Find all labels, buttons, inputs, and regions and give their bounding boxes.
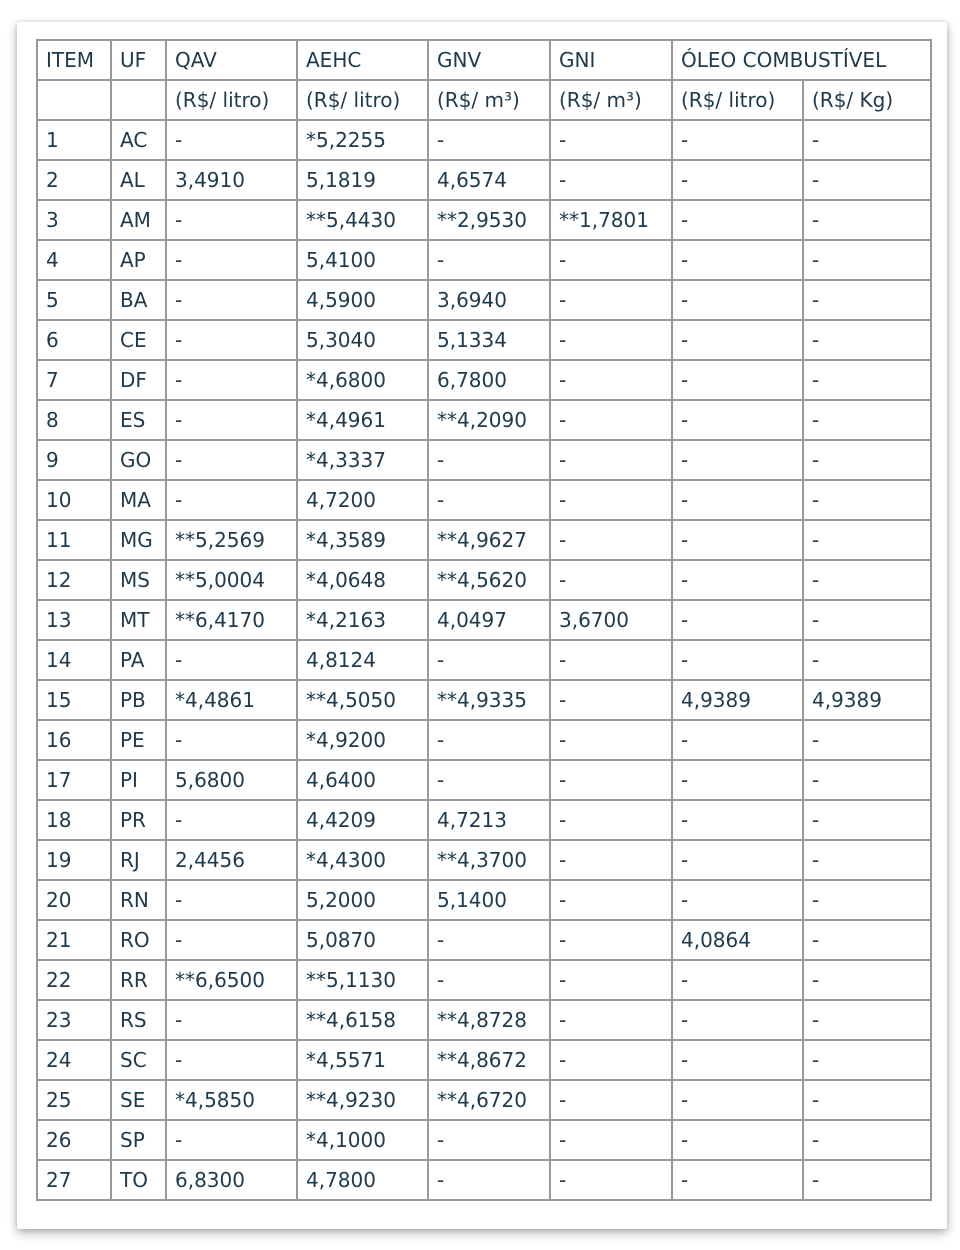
table-cell: -	[803, 760, 931, 800]
table-cell: -	[803, 1160, 931, 1200]
table-cell: *4,1000	[297, 1120, 428, 1160]
table-cell: SP	[111, 1120, 166, 1160]
table-cell: 19	[37, 840, 111, 880]
header-cell: ÓLEO COMBUSTÍVEL	[672, 40, 931, 80]
table-cell: 6	[37, 320, 111, 360]
table-cell: -	[550, 440, 672, 480]
table-cell: *4,4300	[297, 840, 428, 880]
table-cell: -	[672, 1080, 803, 1120]
table-cell: **1,7801	[550, 200, 672, 240]
table-cell: 1	[37, 120, 111, 160]
table-cell: 5,6800	[166, 760, 297, 800]
table-cell: -	[672, 440, 803, 480]
table-row	[37, 120, 931, 160]
table-cell: AP	[111, 240, 166, 280]
table-cell: -	[166, 920, 297, 960]
table-cell: AM	[111, 200, 166, 240]
table-cell: **4,2090	[428, 400, 550, 440]
table-cell: -	[672, 720, 803, 760]
table-cell: 4,9389	[803, 680, 931, 720]
table-row	[37, 1000, 931, 1040]
table-cell: -	[803, 800, 931, 840]
table-cell: **4,5050	[297, 680, 428, 720]
table-cell: -	[803, 320, 931, 360]
table-cell: -	[550, 720, 672, 760]
table-cell: -	[672, 480, 803, 520]
table-cell: -	[672, 520, 803, 560]
table-cell: -	[803, 1040, 931, 1080]
table-cell: MG	[111, 520, 166, 560]
table-cell: *4,5850	[166, 1080, 297, 1120]
table-cell: 4,0497	[428, 600, 550, 640]
table-cell: -	[550, 920, 672, 960]
table-cell: -	[803, 160, 931, 200]
table-row	[37, 560, 931, 600]
table-cell: 10	[37, 480, 111, 520]
table-cell: 5,1400	[428, 880, 550, 920]
table-cell: -	[672, 1040, 803, 1080]
table-cell: -	[166, 800, 297, 840]
table-cell: -	[672, 560, 803, 600]
table-cell: -	[166, 360, 297, 400]
table-cell: -	[550, 560, 672, 600]
table-row	[37, 200, 931, 240]
table-cell: -	[803, 1080, 931, 1120]
table-cell: -	[803, 840, 931, 880]
table-cell: 4,5900	[297, 280, 428, 320]
table-cell: -	[550, 240, 672, 280]
table-cell: 17	[37, 760, 111, 800]
table-cell: -	[550, 840, 672, 880]
table-cell: **4,9627	[428, 520, 550, 560]
table-cell: **4,5620	[428, 560, 550, 600]
table-cell: -	[550, 320, 672, 360]
table-cell: -	[550, 480, 672, 520]
table-cell: -	[428, 1120, 550, 1160]
table-cell: 21	[37, 920, 111, 960]
table-cell: BA	[111, 280, 166, 320]
table-cell: 4,9389	[672, 680, 803, 720]
table-cell: 20	[37, 880, 111, 920]
table-cell: -	[166, 240, 297, 280]
table-cell: -	[803, 1120, 931, 1160]
table-cell: -	[166, 1000, 297, 1040]
table-row	[37, 520, 931, 560]
table-row	[37, 840, 931, 880]
table-cell: *4,6800	[297, 360, 428, 400]
table-cell: -	[428, 720, 550, 760]
unit-cell: (R$/ litro)	[297, 80, 428, 120]
table-cell: -	[550, 120, 672, 160]
table-cell: -	[428, 480, 550, 520]
table-cell: *4,0648	[297, 560, 428, 600]
table-cell: RN	[111, 880, 166, 920]
table-row	[37, 640, 931, 680]
table-cell: -	[166, 280, 297, 320]
table-cell: **4,9230	[297, 1080, 428, 1120]
table-cell: -	[803, 920, 931, 960]
table-cell: **4,6158	[297, 1000, 428, 1040]
table-cell: 3,6700	[550, 600, 672, 640]
document-card	[17, 22, 947, 1229]
table-cell: 18	[37, 800, 111, 840]
table-cell: **4,8672	[428, 1040, 550, 1080]
table-cell: ES	[111, 400, 166, 440]
table-cell: -	[803, 280, 931, 320]
table-cell: -	[672, 360, 803, 400]
table-cell: MT	[111, 600, 166, 640]
table-cell: 4,0864	[672, 920, 803, 960]
table-cell: -	[803, 600, 931, 640]
table-cell: **6,4170	[166, 600, 297, 640]
table-cell: -	[672, 1120, 803, 1160]
unit-cell: (R$/ litro)	[166, 80, 297, 120]
table-cell: 5,3040	[297, 320, 428, 360]
table-cell: -	[672, 400, 803, 440]
table-cell: 3,6940	[428, 280, 550, 320]
table-cell: 9	[37, 440, 111, 480]
table-cell: 27	[37, 1160, 111, 1200]
table-cell: -	[428, 120, 550, 160]
table-row	[37, 440, 931, 480]
table-cell: 7	[37, 360, 111, 400]
table-cell: PE	[111, 720, 166, 760]
table-row	[37, 320, 931, 360]
table-cell: **4,9335	[428, 680, 550, 720]
table-cell: **5,2569	[166, 520, 297, 560]
table-row	[37, 160, 931, 200]
header-cell: QAV	[166, 40, 297, 80]
table-cell: -	[672, 960, 803, 1000]
table-cell: PI	[111, 760, 166, 800]
table-row	[37, 1160, 931, 1200]
table-cell: -	[803, 480, 931, 520]
table-cell: -	[672, 800, 803, 840]
table-cell: 5,1819	[297, 160, 428, 200]
table-cell: 4	[37, 240, 111, 280]
table-cell: **4,8728	[428, 1000, 550, 1040]
table-cell: RS	[111, 1000, 166, 1040]
table-cell: 14	[37, 640, 111, 680]
table-cell: -	[550, 960, 672, 1000]
table-cell: -	[166, 200, 297, 240]
unit-cell: (R$/ m³)	[550, 80, 672, 120]
table-cell: -	[550, 760, 672, 800]
table-cell: 4,8124	[297, 640, 428, 680]
table-header	[37, 40, 931, 120]
table-cell: RJ	[111, 840, 166, 880]
table-cell: -	[672, 1000, 803, 1040]
table-cell: 5,4100	[297, 240, 428, 280]
table-cell: 5,0870	[297, 920, 428, 960]
table-cell: -	[672, 1160, 803, 1200]
table-cell: *4,3337	[297, 440, 428, 480]
header-cell: GNI	[550, 40, 672, 80]
table-cell: -	[803, 400, 931, 440]
table-cell: SE	[111, 1080, 166, 1120]
table-cell: -	[672, 240, 803, 280]
table-row	[37, 720, 931, 760]
table-cell: RO	[111, 920, 166, 960]
table-cell: -	[803, 120, 931, 160]
table-cell: **2,9530	[428, 200, 550, 240]
table-cell: -	[550, 400, 672, 440]
table-cell: 4,4209	[297, 800, 428, 840]
table-cell: 13	[37, 600, 111, 640]
table-cell: -	[550, 280, 672, 320]
unit-cell	[37, 80, 111, 120]
table-cell: -	[803, 240, 931, 280]
table-row	[37, 960, 931, 1000]
table-cell: -	[803, 560, 931, 600]
table-cell: AC	[111, 120, 166, 160]
table-cell: 4,6574	[428, 160, 550, 200]
header-cell: UF	[111, 40, 166, 80]
table-cell: -	[166, 1120, 297, 1160]
table-cell: -	[166, 400, 297, 440]
table-cell: 8	[37, 400, 111, 440]
table-cell: 5,1334	[428, 320, 550, 360]
table-row	[37, 1040, 931, 1080]
table-row	[37, 800, 931, 840]
table-cell: -	[428, 240, 550, 280]
table-cell: 5,2000	[297, 880, 428, 920]
table-cell: SC	[111, 1040, 166, 1080]
table-row	[37, 600, 931, 640]
table-cell: PB	[111, 680, 166, 720]
table-cell: -	[803, 440, 931, 480]
table-cell: -	[672, 880, 803, 920]
table-cell: 23	[37, 1000, 111, 1040]
table-cell: -	[428, 1160, 550, 1200]
table-cell: **4,3700	[428, 840, 550, 880]
table-cell: RR	[111, 960, 166, 1000]
table-cell: 4,7200	[297, 480, 428, 520]
header-row-titles	[37, 40, 931, 80]
table-row	[37, 760, 931, 800]
table-cell: -	[672, 120, 803, 160]
table-cell: -	[550, 640, 672, 680]
table-row	[37, 360, 931, 400]
table-cell: *4,5571	[297, 1040, 428, 1080]
table-cell: GO	[111, 440, 166, 480]
table-cell: 22	[37, 960, 111, 1000]
table-cell: 6,7800	[428, 360, 550, 400]
header-cell: GNV	[428, 40, 550, 80]
table-cell: AL	[111, 160, 166, 200]
table-cell: -	[550, 1040, 672, 1080]
table-row	[37, 240, 931, 280]
table-cell: -	[428, 760, 550, 800]
table-cell: -	[550, 680, 672, 720]
table-cell: 12	[37, 560, 111, 600]
table-cell: PA	[111, 640, 166, 680]
table-cell: -	[672, 760, 803, 800]
table-cell: -	[672, 200, 803, 240]
table-cell: 4,7213	[428, 800, 550, 840]
table-row	[37, 920, 931, 960]
table-row	[37, 1120, 931, 1160]
table-row	[37, 880, 931, 920]
table-row	[37, 400, 931, 440]
table-cell: **6,6500	[166, 960, 297, 1000]
table-cell: -	[550, 1120, 672, 1160]
table-cell: PR	[111, 800, 166, 840]
table-cell: MS	[111, 560, 166, 600]
table-cell: 15	[37, 680, 111, 720]
table-row	[37, 480, 931, 520]
table-cell: -	[672, 280, 803, 320]
table-cell: -	[166, 720, 297, 760]
table-cell: -	[428, 960, 550, 1000]
table-cell: -	[166, 320, 297, 360]
table-cell: -	[550, 160, 672, 200]
table-cell: -	[803, 1000, 931, 1040]
table-cell: -	[803, 360, 931, 400]
table-cell: -	[550, 800, 672, 840]
table-cell: -	[166, 1040, 297, 1080]
table-cell: **5,1130	[297, 960, 428, 1000]
table-cell: -	[550, 1160, 672, 1200]
unit-cell: (R$/ litro)	[672, 80, 803, 120]
table-cell: -	[166, 640, 297, 680]
table-cell: *4,4861	[166, 680, 297, 720]
table-cell: -	[550, 1080, 672, 1120]
table-cell: *4,4961	[297, 400, 428, 440]
table-cell: **5,0004	[166, 560, 297, 600]
fuel-price-table	[36, 39, 932, 1201]
table-body	[37, 120, 931, 1200]
table-cell: -	[550, 1000, 672, 1040]
table-cell: 16	[37, 720, 111, 760]
table-cell: -	[672, 600, 803, 640]
table-cell: 11	[37, 520, 111, 560]
table-cell: 4,6400	[297, 760, 428, 800]
unit-cell: (R$/ m³)	[428, 80, 550, 120]
table-cell: 4,7800	[297, 1160, 428, 1200]
table-row	[37, 680, 931, 720]
table-cell: -	[803, 880, 931, 920]
table-cell: -	[803, 720, 931, 760]
table-cell: **4,6720	[428, 1080, 550, 1120]
table-cell: -	[166, 120, 297, 160]
unit-cell: (R$/ Kg)	[803, 80, 931, 120]
table-cell: -	[166, 440, 297, 480]
table-cell: -	[803, 960, 931, 1000]
table-cell: -	[550, 880, 672, 920]
table-cell: MA	[111, 480, 166, 520]
header-row-units	[37, 80, 931, 120]
table-cell: -	[803, 200, 931, 240]
table-cell: 3,4910	[166, 160, 297, 200]
table-cell: TO	[111, 1160, 166, 1200]
table-cell: 26	[37, 1120, 111, 1160]
table-cell: -	[672, 640, 803, 680]
table-cell: *5,2255	[297, 120, 428, 160]
table-cell: -	[428, 440, 550, 480]
table-cell: -	[428, 640, 550, 680]
table-cell: 24	[37, 1040, 111, 1080]
table-cell: -	[803, 520, 931, 560]
table-cell: -	[672, 320, 803, 360]
table-row	[37, 280, 931, 320]
table-cell: *4,3589	[297, 520, 428, 560]
header-cell: AEHC	[297, 40, 428, 80]
table-cell: -	[672, 160, 803, 200]
table-cell: 5	[37, 280, 111, 320]
table-cell: 2,4456	[166, 840, 297, 880]
table-cell: DF	[111, 360, 166, 400]
table-cell: -	[672, 840, 803, 880]
table-cell: -	[550, 360, 672, 400]
table-cell: *4,9200	[297, 720, 428, 760]
table-cell: *4,2163	[297, 600, 428, 640]
table-cell: 25	[37, 1080, 111, 1120]
table-cell: -	[166, 880, 297, 920]
table-cell: -	[550, 520, 672, 560]
table-cell: CE	[111, 320, 166, 360]
table-row	[37, 1080, 931, 1120]
table-cell: 2	[37, 160, 111, 200]
table-cell: -	[803, 640, 931, 680]
header-cell: ITEM	[37, 40, 111, 80]
unit-cell	[111, 80, 166, 120]
table-cell: **5,4430	[297, 200, 428, 240]
table-cell: 3	[37, 200, 111, 240]
table-cell: -	[166, 480, 297, 520]
table-cell: 6,8300	[166, 1160, 297, 1200]
table-cell: -	[428, 920, 550, 960]
